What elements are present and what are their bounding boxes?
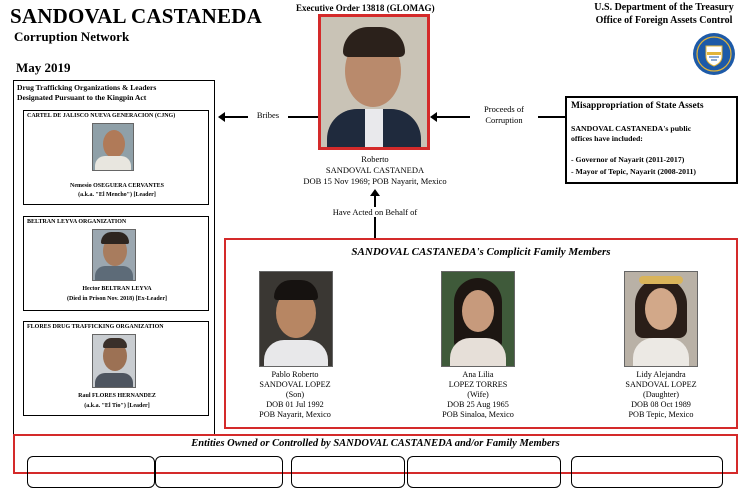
family-member-son: [226, 370, 364, 420]
state-assets-text1: SANDOVAL CASTANEDA's public: [571, 124, 692, 133]
leader-note: (Died in Prison Nov. 2018) [Ex-Leader]: [67, 296, 167, 302]
bribes-arrowhead-icon: [218, 112, 225, 122]
entity-box: [27, 456, 155, 488]
member-relation: (Son): [285, 390, 305, 399]
org-card-cjng: [23, 110, 209, 205]
entity-box: [155, 456, 283, 488]
central-subject-dob: DOB 15 Nov 1969; POB Nayarit, Mexico: [303, 176, 447, 186]
state-assets-title: Misappropriation of State Assets: [571, 101, 704, 111]
proceeds-arrowhead-icon: [430, 112, 437, 122]
state-assets-panel: [565, 96, 738, 184]
leader-name: Hector BELTRAN LEYVA: [82, 286, 152, 292]
member-pob: POB Tepic, Mexico: [628, 410, 694, 419]
acted-arrowhead-icon: [370, 189, 380, 196]
leader-photo: [92, 229, 136, 281]
member-first-name: Lidy Alejandra: [636, 370, 686, 379]
org-name: CARTEL DE JALISCO NUEVA GENERACION (CJNG): [27, 113, 176, 119]
treasury-seal-icon: [692, 32, 736, 76]
member-dob: DOB 25 Aug 1965: [447, 400, 509, 409]
family-member-photo-daughter: [624, 271, 698, 367]
org-card-flores: [23, 321, 209, 416]
family-member-daughter: [590, 370, 732, 420]
central-subject-name1: Roberto: [361, 154, 389, 164]
family-panel-title: SANDOVAL CASTANEDA's Complicit Family Members: [351, 246, 611, 258]
leader-name: Raul FLORES HERNANDEZ: [78, 393, 156, 399]
agency-name-line1: U.S. Department of the Treasury: [594, 2, 734, 13]
member-dob: DOB 08 Oct 1989: [631, 400, 691, 409]
family-panel: [224, 238, 738, 429]
entities-panel-title: Entities Owned or Controlled by SANDOVAL CASTANEDA and/or Family Members: [191, 438, 560, 449]
leader-note: (a.k.a. "El Mencho") [Leader]: [78, 192, 156, 198]
member-last-name: SANDOVAL LOPEZ: [625, 380, 697, 389]
org-name: FLORES DRUG TRAFFICKING ORGANIZATION: [27, 324, 164, 330]
proceeds-label-line1: Proceeds of: [484, 104, 524, 114]
date-label: May 2019: [16, 60, 71, 75]
leader-note: (a.k.a. "El Tio") [Leader]: [84, 403, 150, 409]
state-assets-item1: - Governor of Nayarit (2011-2017): [571, 155, 685, 164]
member-pob: POB Sinaloa, Mexico: [442, 410, 514, 419]
member-relation: (Daughter): [643, 390, 679, 399]
entity-box: [407, 456, 561, 488]
entity-box: [571, 456, 723, 488]
central-subject-name2: SANDOVAL CASTANEDA: [325, 165, 425, 175]
family-member-wife: [406, 370, 550, 420]
org-name: BELTRAN LEYVA ORGANIZATION: [27, 219, 127, 225]
member-last-name: SANDOVAL LOPEZ: [259, 380, 331, 389]
bribes-label: Bribes: [248, 110, 288, 120]
page-title: SANDOVAL CASTANEDA: [10, 4, 262, 28]
state-assets-item2: - Mayor of Tepic, Nayarit (2008-2011): [571, 167, 697, 176]
kingpin-panel-title2: Designated Pursuant to the Kingpin Act: [17, 93, 147, 102]
member-dob: DOB 01 Jul 1992: [266, 400, 324, 409]
entity-box: [291, 456, 405, 488]
member-pob: POB Nayarit, Mexico: [259, 410, 331, 419]
central-subject-photo: [318, 14, 430, 150]
entities-panel: [13, 434, 738, 474]
member-relation: (Wife): [467, 390, 489, 399]
member-last-name: LOPEZ TORRES: [448, 380, 508, 389]
family-member-photo-son: [259, 271, 333, 367]
family-member-photo-wife: [441, 271, 515, 367]
member-first-name: Pablo Roberto: [271, 370, 319, 379]
leader-photo: [92, 334, 136, 388]
member-first-name: Ana Lilia: [462, 370, 494, 379]
acted-label: Have Acted on Behalf of: [300, 207, 450, 217]
state-assets-text2: offices have included:: [571, 134, 643, 143]
kingpin-panel-title1: Drug Trafficking Organizations & Leaders: [17, 83, 157, 92]
executive-order-label: Executive Order 13818 (GLOMAG): [296, 3, 435, 13]
leader-photo: [92, 123, 134, 171]
proceeds-label-line2: Corruption: [485, 115, 523, 125]
agency-name-line2: Office of Foreign Assets Control: [595, 15, 733, 26]
proceeds-label: [470, 104, 538, 126]
org-card-beltran-leyva: [23, 216, 209, 311]
leader-name: Nemesio OSEGUERA CERVANTES: [69, 183, 165, 189]
page-subtitle: Corruption Network: [14, 29, 130, 44]
